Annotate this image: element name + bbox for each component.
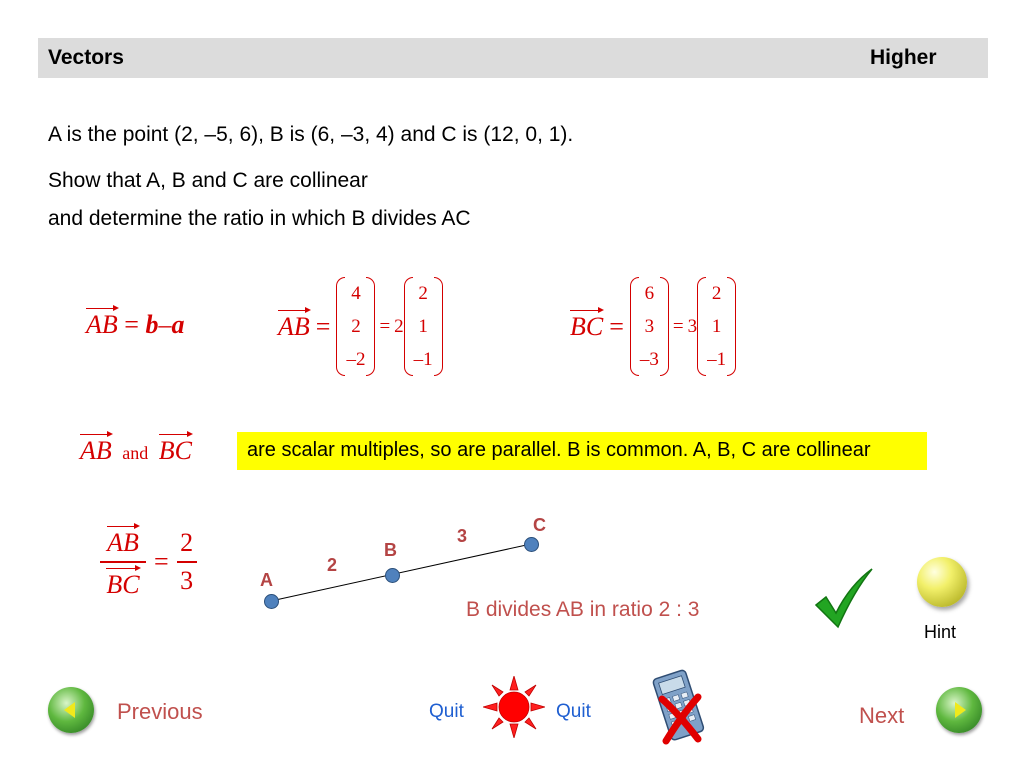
next-label[interactable]: Next <box>859 703 905 728</box>
label-a: A <box>260 570 273 590</box>
bc-vector-working: BC = 6 3 –3 = 3 2 1 –1 <box>570 277 736 376</box>
ratio-fraction: AB BC = 2 3 <box>100 524 197 600</box>
ab-definition: AB = b–a <box>86 310 185 339</box>
conclusion-text: are scalar multiples, so are parallel. B is common. A, B, C are collinear <box>247 439 871 461</box>
checkmark-icon <box>812 565 878 631</box>
segment-bc-length: 3 <box>457 526 468 546</box>
level-label: Higher <box>870 46 937 69</box>
quit-link-left[interactable]: Quit <box>429 701 464 722</box>
bc-column-vector: 6 3 –3 <box>630 277 669 376</box>
question-line-2: Show that A, B and C are collinear <box>48 169 368 192</box>
bc-unit-vector: 2 1 –1 <box>697 277 736 376</box>
hint-bulb-button[interactable] <box>917 557 967 607</box>
label-b: B <box>384 540 397 560</box>
ratio-caption: B divides AB in ratio 2 : 3 <box>466 598 700 621</box>
point-a <box>264 594 279 609</box>
segment-ab-length: 2 <box>327 555 338 575</box>
question-line-3: and determine the ratio in which B divides AC <box>48 207 471 230</box>
ab-column-vector: 4 2 –2 <box>336 277 375 376</box>
point-c <box>524 537 539 552</box>
point-b <box>385 568 400 583</box>
previous-button[interactable] <box>48 687 94 733</box>
previous-label[interactable]: Previous <box>117 699 203 724</box>
ab-vector-symbol: AB <box>86 310 118 339</box>
ab-unit-vector: 2 1 –1 <box>404 277 443 376</box>
quit-link-right[interactable]: Quit <box>556 701 591 722</box>
ab-vector-working: AB = 4 2 –2 = 2 2 1 –1 <box>278 277 443 376</box>
ab-vector-name: AB <box>278 311 310 341</box>
no-calculator-icon <box>648 669 710 745</box>
quit-sun-icon[interactable] <box>483 676 545 738</box>
next-arrow-icon <box>955 702 966 718</box>
hint-label: Hint <box>924 622 957 642</box>
label-c: C <box>533 515 546 535</box>
previous-arrow-icon <box>64 702 75 718</box>
ab-and-bc: AB and BC <box>80 436 192 465</box>
slide-title: Vectors <box>48 46 124 69</box>
question-line-1: A is the point (2, –5, 6), B is (6, –3, 4) and C is (12, 0, 1). <box>48 123 574 146</box>
next-button[interactable] <box>936 687 982 733</box>
bc-vector-name: BC <box>570 311 604 341</box>
line-ac <box>271 544 531 601</box>
